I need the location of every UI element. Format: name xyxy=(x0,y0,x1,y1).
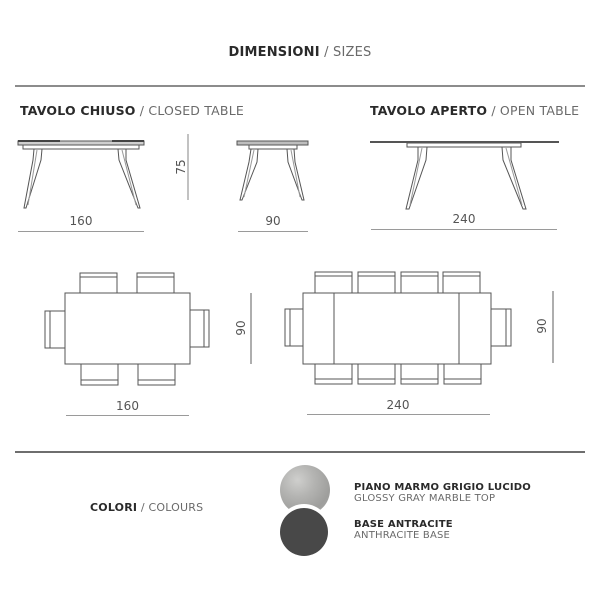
title-main: DIMENSIONI xyxy=(228,45,320,60)
title-sub: SIZES xyxy=(333,45,372,60)
open-table-plan-length-label: 240 xyxy=(386,398,410,412)
open-table-width-label: 240 xyxy=(452,212,476,226)
anthracite-swatch xyxy=(280,508,328,556)
colour-name-en: ANTHRACITE BASE xyxy=(354,530,451,541)
closed-table-end-width-label: 90 xyxy=(265,214,281,228)
closed-table-plan-length-label: 160 xyxy=(116,399,139,413)
colours-title: COLORI / COLOURS xyxy=(90,501,204,514)
colours-divider xyxy=(15,451,585,453)
open-table-title: TAVOLO APERTO / OPEN TABLE xyxy=(370,103,580,118)
colour-name-it: BASE ANTRACITE xyxy=(354,519,453,530)
colour-name-en: GLOSSY GRAY MARBLE TOP xyxy=(354,493,496,504)
page-title: DIMENSIONI / SIZES xyxy=(228,45,372,60)
open-table-plan-length-dimension-line xyxy=(307,414,490,415)
colour-item-anthracite xyxy=(354,519,453,541)
closed-table-depth-label: 90 xyxy=(234,320,248,336)
closed-table-height-label: 75 xyxy=(174,159,188,175)
closed-table-title: TAVOLO CHIUSO / CLOSED TABLE xyxy=(20,103,244,118)
colour-name-it: PIANO MARMO GRIGIO LUCIDO xyxy=(354,482,532,493)
colour-item-marble xyxy=(354,482,531,504)
open-table-depth-label: 90 xyxy=(535,318,549,334)
closed-table-width-label: 160 xyxy=(69,214,93,228)
